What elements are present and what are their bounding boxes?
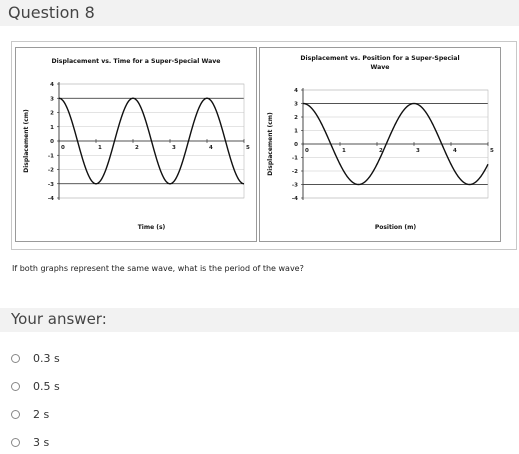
radio-button[interactable] — [11, 382, 20, 391]
x-axis-label: Position (m) — [374, 224, 417, 231]
y-tick-label: 0 — [50, 139, 54, 145]
y-tick-label: -2 — [291, 169, 298, 175]
radio-button[interactable] — [11, 354, 20, 363]
y-tick-label: 3 — [50, 96, 54, 103]
answer-option[interactable] — [11, 378, 211, 394]
question-title: Question 8 — [8, 3, 95, 22]
y-tick-label: 4 — [294, 88, 298, 94]
y-tick-label: -3 — [47, 181, 54, 188]
answer-option[interactable] — [11, 406, 211, 422]
x-tick-label: 3 — [172, 145, 176, 151]
y-tick-label: -4 — [47, 196, 54, 202]
chart-title: Displacement vs. Position for a Super-Special Wave — [300, 55, 460, 71]
answer-header — [0, 308, 519, 332]
y-tick-label: -3 — [291, 182, 298, 189]
x-tick-label: 1 — [342, 148, 346, 154]
chart-position-svg — [260, 48, 500, 241]
y-axis-label: Displacement (cm) — [23, 109, 30, 173]
y-tick-label: 1 — [294, 128, 298, 135]
x-tick-label: 2 — [379, 148, 383, 154]
chart-position — [259, 47, 501, 242]
question-text: If both graphs represent the same wave, what is the period of the wave? — [12, 264, 304, 273]
y-tick-label: 4 — [50, 82, 54, 88]
x-tick-label: 3 — [416, 148, 420, 154]
answer-option-label: 2 s — [33, 407, 50, 421]
x-tick-label: 0 — [305, 148, 309, 154]
y-tick-label: -1 — [291, 155, 298, 162]
chart-time — [15, 47, 257, 242]
y-tick-label: 3 — [294, 101, 298, 108]
y-tick-label: 2 — [50, 110, 54, 117]
chart-title: Displacement vs. Time for a Super-Special Wave — [51, 58, 221, 65]
y-tick-label: -4 — [291, 196, 298, 202]
y-tick-label: 1 — [50, 124, 54, 131]
y-tick-label: 2 — [294, 115, 298, 121]
y-axis-label: Displacement (cm) — [267, 112, 274, 176]
radio-button[interactable] — [11, 438, 20, 447]
question-header — [0, 0, 519, 26]
y-tick-label: 0 — [294, 142, 298, 148]
question-figure — [11, 41, 517, 250]
x-axis-label: Time (s) — [137, 224, 166, 231]
x-tick-label: 5 — [246, 145, 250, 151]
radio-button[interactable] — [11, 410, 20, 419]
answer-label: Your answer: — [11, 310, 107, 328]
x-tick-label: 4 — [209, 145, 213, 151]
answer-option-label: 3 s — [33, 435, 50, 449]
y-tick-label: -1 — [47, 153, 54, 160]
answer-option-label: 0.3 s — [33, 351, 60, 365]
x-tick-label: 2 — [135, 145, 139, 151]
answer-option[interactable] — [11, 350, 211, 366]
x-tick-label: 5 — [490, 148, 494, 154]
x-tick-label: 4 — [453, 148, 457, 154]
y-tick-label: -2 — [47, 167, 54, 174]
chart-time-svg — [16, 48, 256, 241]
x-tick-label: 0 — [61, 145, 65, 151]
x-tick-label: 1 — [98, 145, 102, 151]
answer-option-label: 0.5 s — [33, 379, 60, 393]
answer-option[interactable] — [11, 434, 211, 450]
